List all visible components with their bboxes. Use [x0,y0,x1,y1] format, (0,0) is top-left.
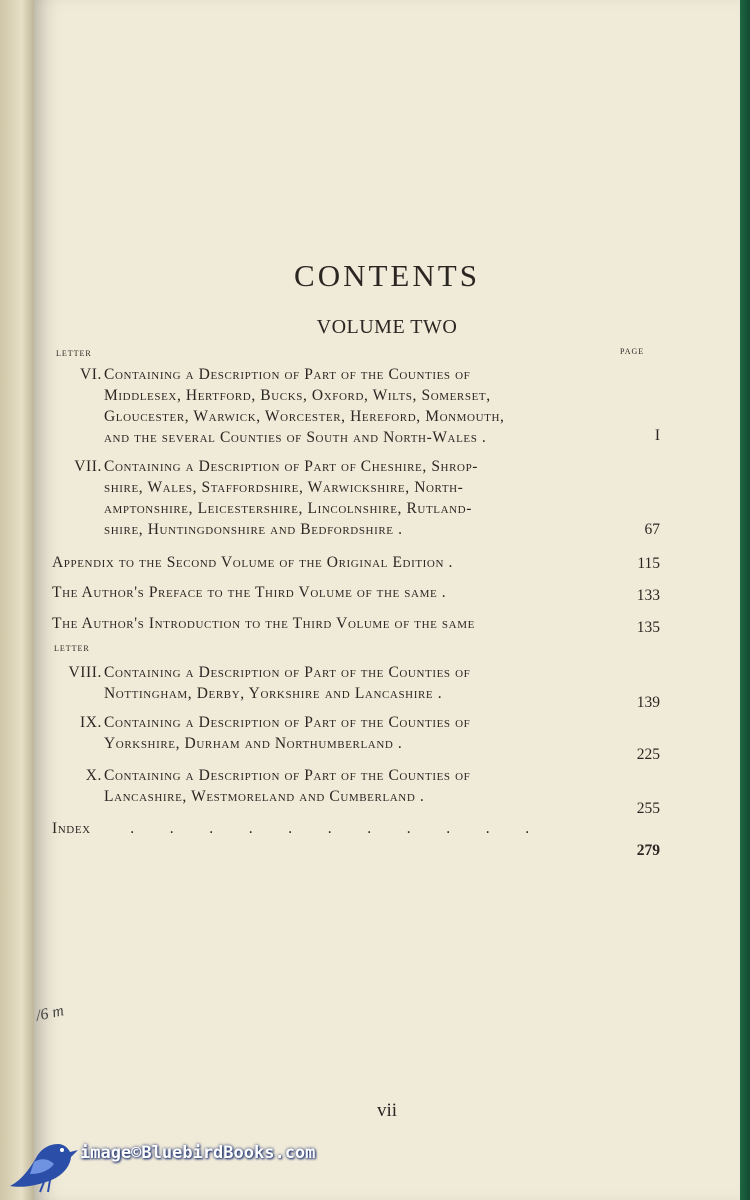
watermark-text: image©BluebirdBooks.com [80,1143,316,1163]
entry-line: Containing a Description of Part of the Counties of [104,714,471,731]
dot-leader: . . . . . . . . . . . [90,820,536,837]
entry-page-number: 133 [636,587,660,604]
margin-pencil-note: /6 m [34,1002,66,1025]
entry-page-number: 115 [637,555,660,572]
entry-page-number: 255 [636,800,660,817]
entry-line: shire, Huntingdonshire and Bedfordshire . [104,521,403,538]
entry-line: Containing a Description of Part of the Counties of [104,767,471,784]
entry-line: Yorkshire, Durham and Northumberland . [104,735,403,752]
column-header-letter-2: letter [54,642,90,654]
toc-entry-index [52,818,662,840]
entry-line: Containing a Description of Part of the Counties of [104,366,471,383]
entry-line: Containing a Description of Part of the Counties of [104,664,471,681]
toc-entry-introduction: The Author's Introduction to the Third Volume of the same [52,615,475,632]
entry-line: Middlesex, Hertford, Bucks, Oxford, Wilts, Somerset, [104,387,491,404]
bluebird-icon [4,1128,84,1194]
entry-number: VI. [79,366,102,383]
entry-line: and the several Counties of South and North-Wales . [104,429,487,446]
entry-page-number: 279 [636,842,660,859]
entry-number: IX. [79,714,102,731]
entry-line: Containing a Description of Part of Cheshire, Shrop- [104,458,479,475]
volume-subtitle: VOLUME TWO [316,316,458,338]
watermark [4,1128,384,1194]
entry-line: amptonshire, Leicestershire, Lincolnshire, Rutland- [104,500,472,517]
entry-number: X. [85,767,102,784]
entry-page-number: 67 [644,521,660,538]
entry-number: VIII. [68,664,102,681]
toc-entry-viii [52,662,662,706]
book-spine-edge [0,0,36,1200]
entry-page-number: 225 [636,746,660,763]
entry-line: Lancashire, Westmoreland and Cumberland . [104,788,425,805]
column-header-page: page [620,345,645,357]
entry-line: Nottingham, Derby, Yorkshire and Lancashire . [104,685,443,702]
column-header-letter: letter [56,347,92,359]
toc-entry-ix [52,712,662,756]
entry-line: Gloucester, Warwick, Worcester, Hereford, Monmouth, [104,408,505,425]
toc-entry-vi [52,364,662,448]
page-title: CONTENTS [294,258,480,293]
entry-line: shire, Wales, Staffordshire, Warwickshire, North- [104,479,464,496]
toc-entry-vii [52,456,662,540]
page-folio: vii [376,1100,398,1121]
entry-number: VII. [74,458,102,475]
toc-entry-appendix: Appendix to the Second Volume of the Original Edition . [52,554,453,571]
entry-page-number: 139 [636,694,660,711]
toc-entry-x [52,765,662,809]
book-page [34,0,740,1200]
entry-page-number: I [654,427,660,444]
toc-entry-preface: The Author's Preface to the Third Volume of the same . [52,584,447,601]
index-label: Index [52,820,91,837]
entry-page-number: 135 [636,619,660,636]
